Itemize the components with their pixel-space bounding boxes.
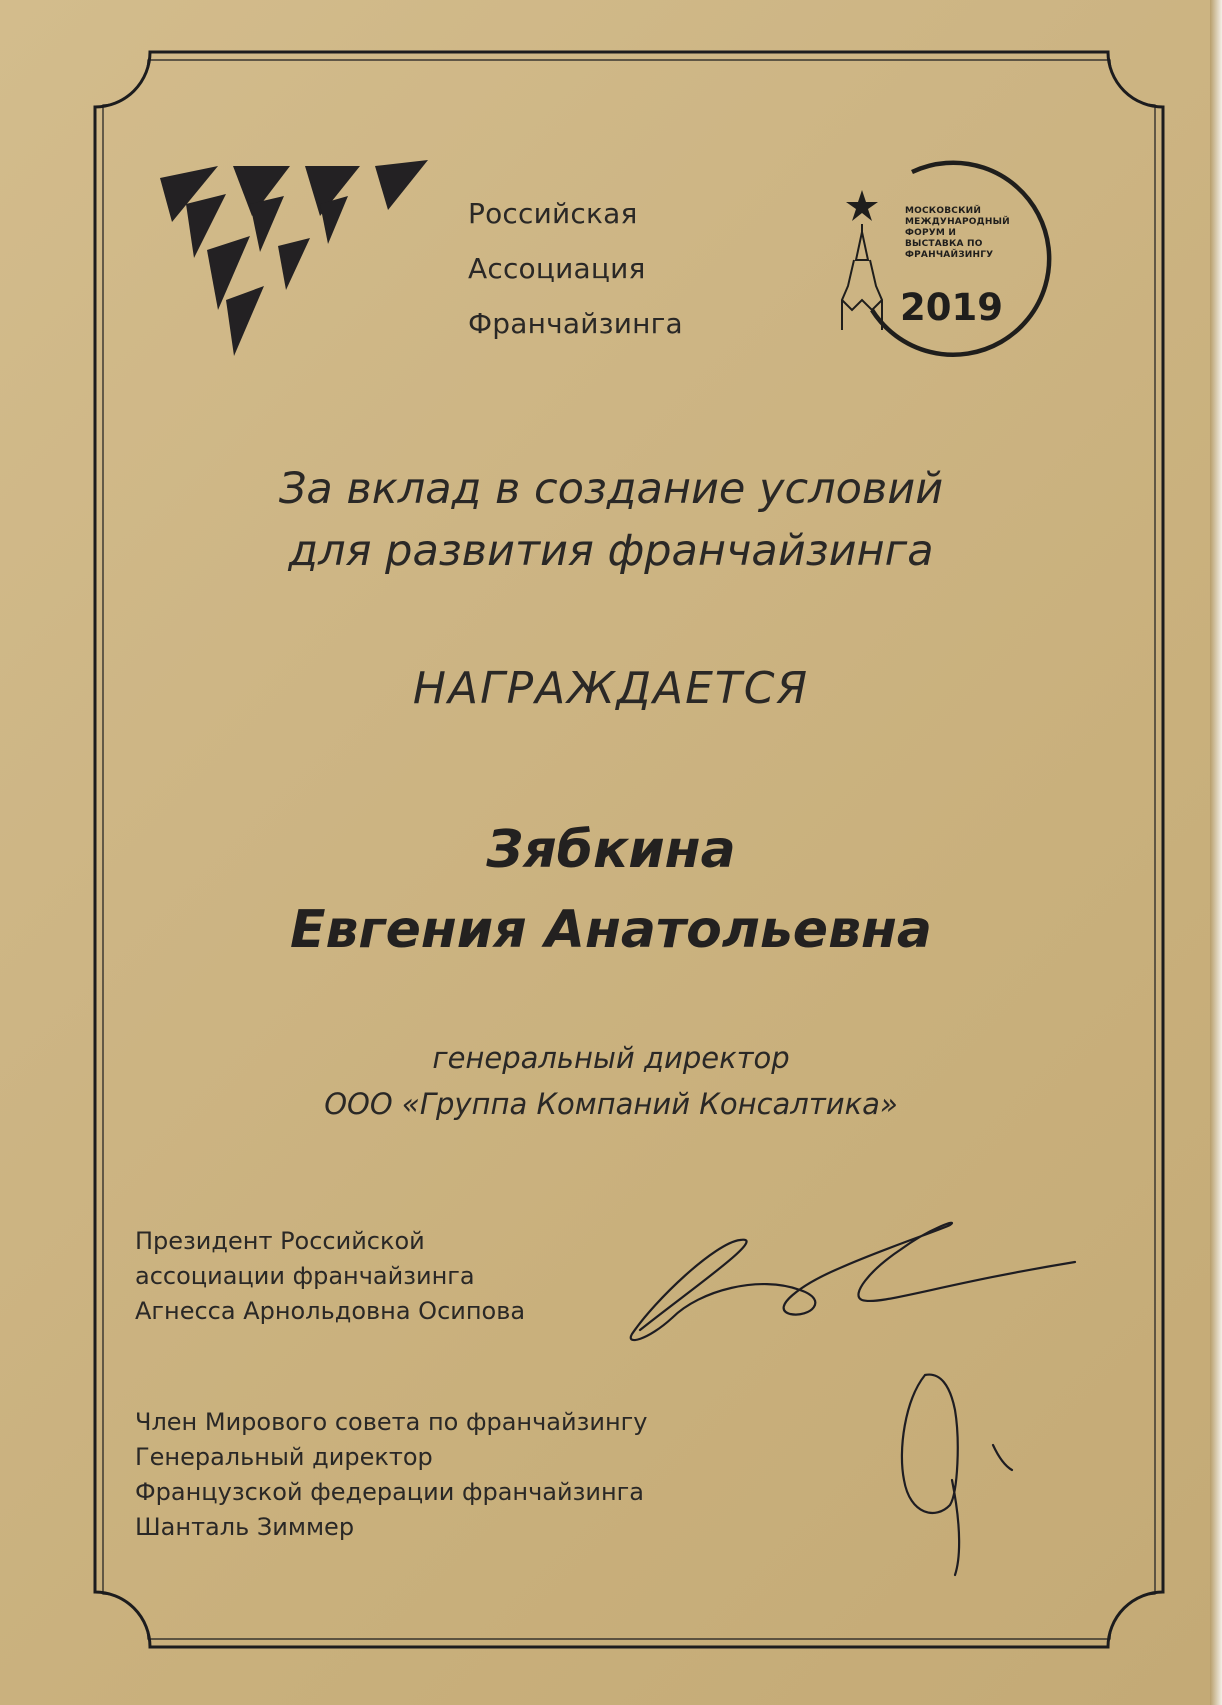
president-signature: [631, 1223, 1075, 1340]
signatory-line: Агнесса Арнольдовна Осипова: [135, 1297, 526, 1325]
forum-year: 2019: [900, 286, 1003, 329]
organization-name-line: Франчайзинга: [468, 307, 683, 340]
signatory-line: Шанталь Зиммер: [135, 1513, 355, 1541]
second-signature: [902, 1375, 1012, 1575]
signatory-line: Генеральный директор: [135, 1443, 433, 1471]
forum-name-line: ФРАНЧАЙЗИНГУ: [905, 250, 994, 260]
signatory-line: ассоциации франчайзинга: [135, 1262, 475, 1290]
motto-line: За вклад в создание условий: [278, 464, 944, 514]
forum-name-line: МОСКОВСКИЙ: [905, 206, 982, 216]
sheet-edge: [1210, 0, 1222, 1705]
awarded-heading: НАГРАЖДАЕТСЯ: [412, 663, 810, 714]
forum-name-line: ВЫСТАВКА ПО: [905, 239, 983, 249]
signatory-line: Французской федерации франчайзинга: [135, 1478, 644, 1506]
forum-name-line: ФОРУМ И: [905, 228, 957, 238]
recipient-title: генеральный директор: [432, 1041, 790, 1075]
recipient-surname: Зябкина: [486, 820, 736, 880]
signatory-line: Член Мирового совета по франчайзингу: [135, 1408, 648, 1436]
signatory-line: Президент Российской: [135, 1227, 425, 1255]
recipient-company: ООО «Группа Компаний Консалтика»: [324, 1087, 898, 1121]
recipient-given-names: Евгения Анатольевна: [289, 900, 932, 960]
organization-name-line: Российская: [468, 197, 638, 230]
motto-line: для развития франчайзинга: [288, 526, 934, 576]
organization-name-line: Ассоциация: [468, 252, 646, 285]
forum-name-line: МЕЖДУНАРОДНЫЙ: [905, 217, 1010, 227]
